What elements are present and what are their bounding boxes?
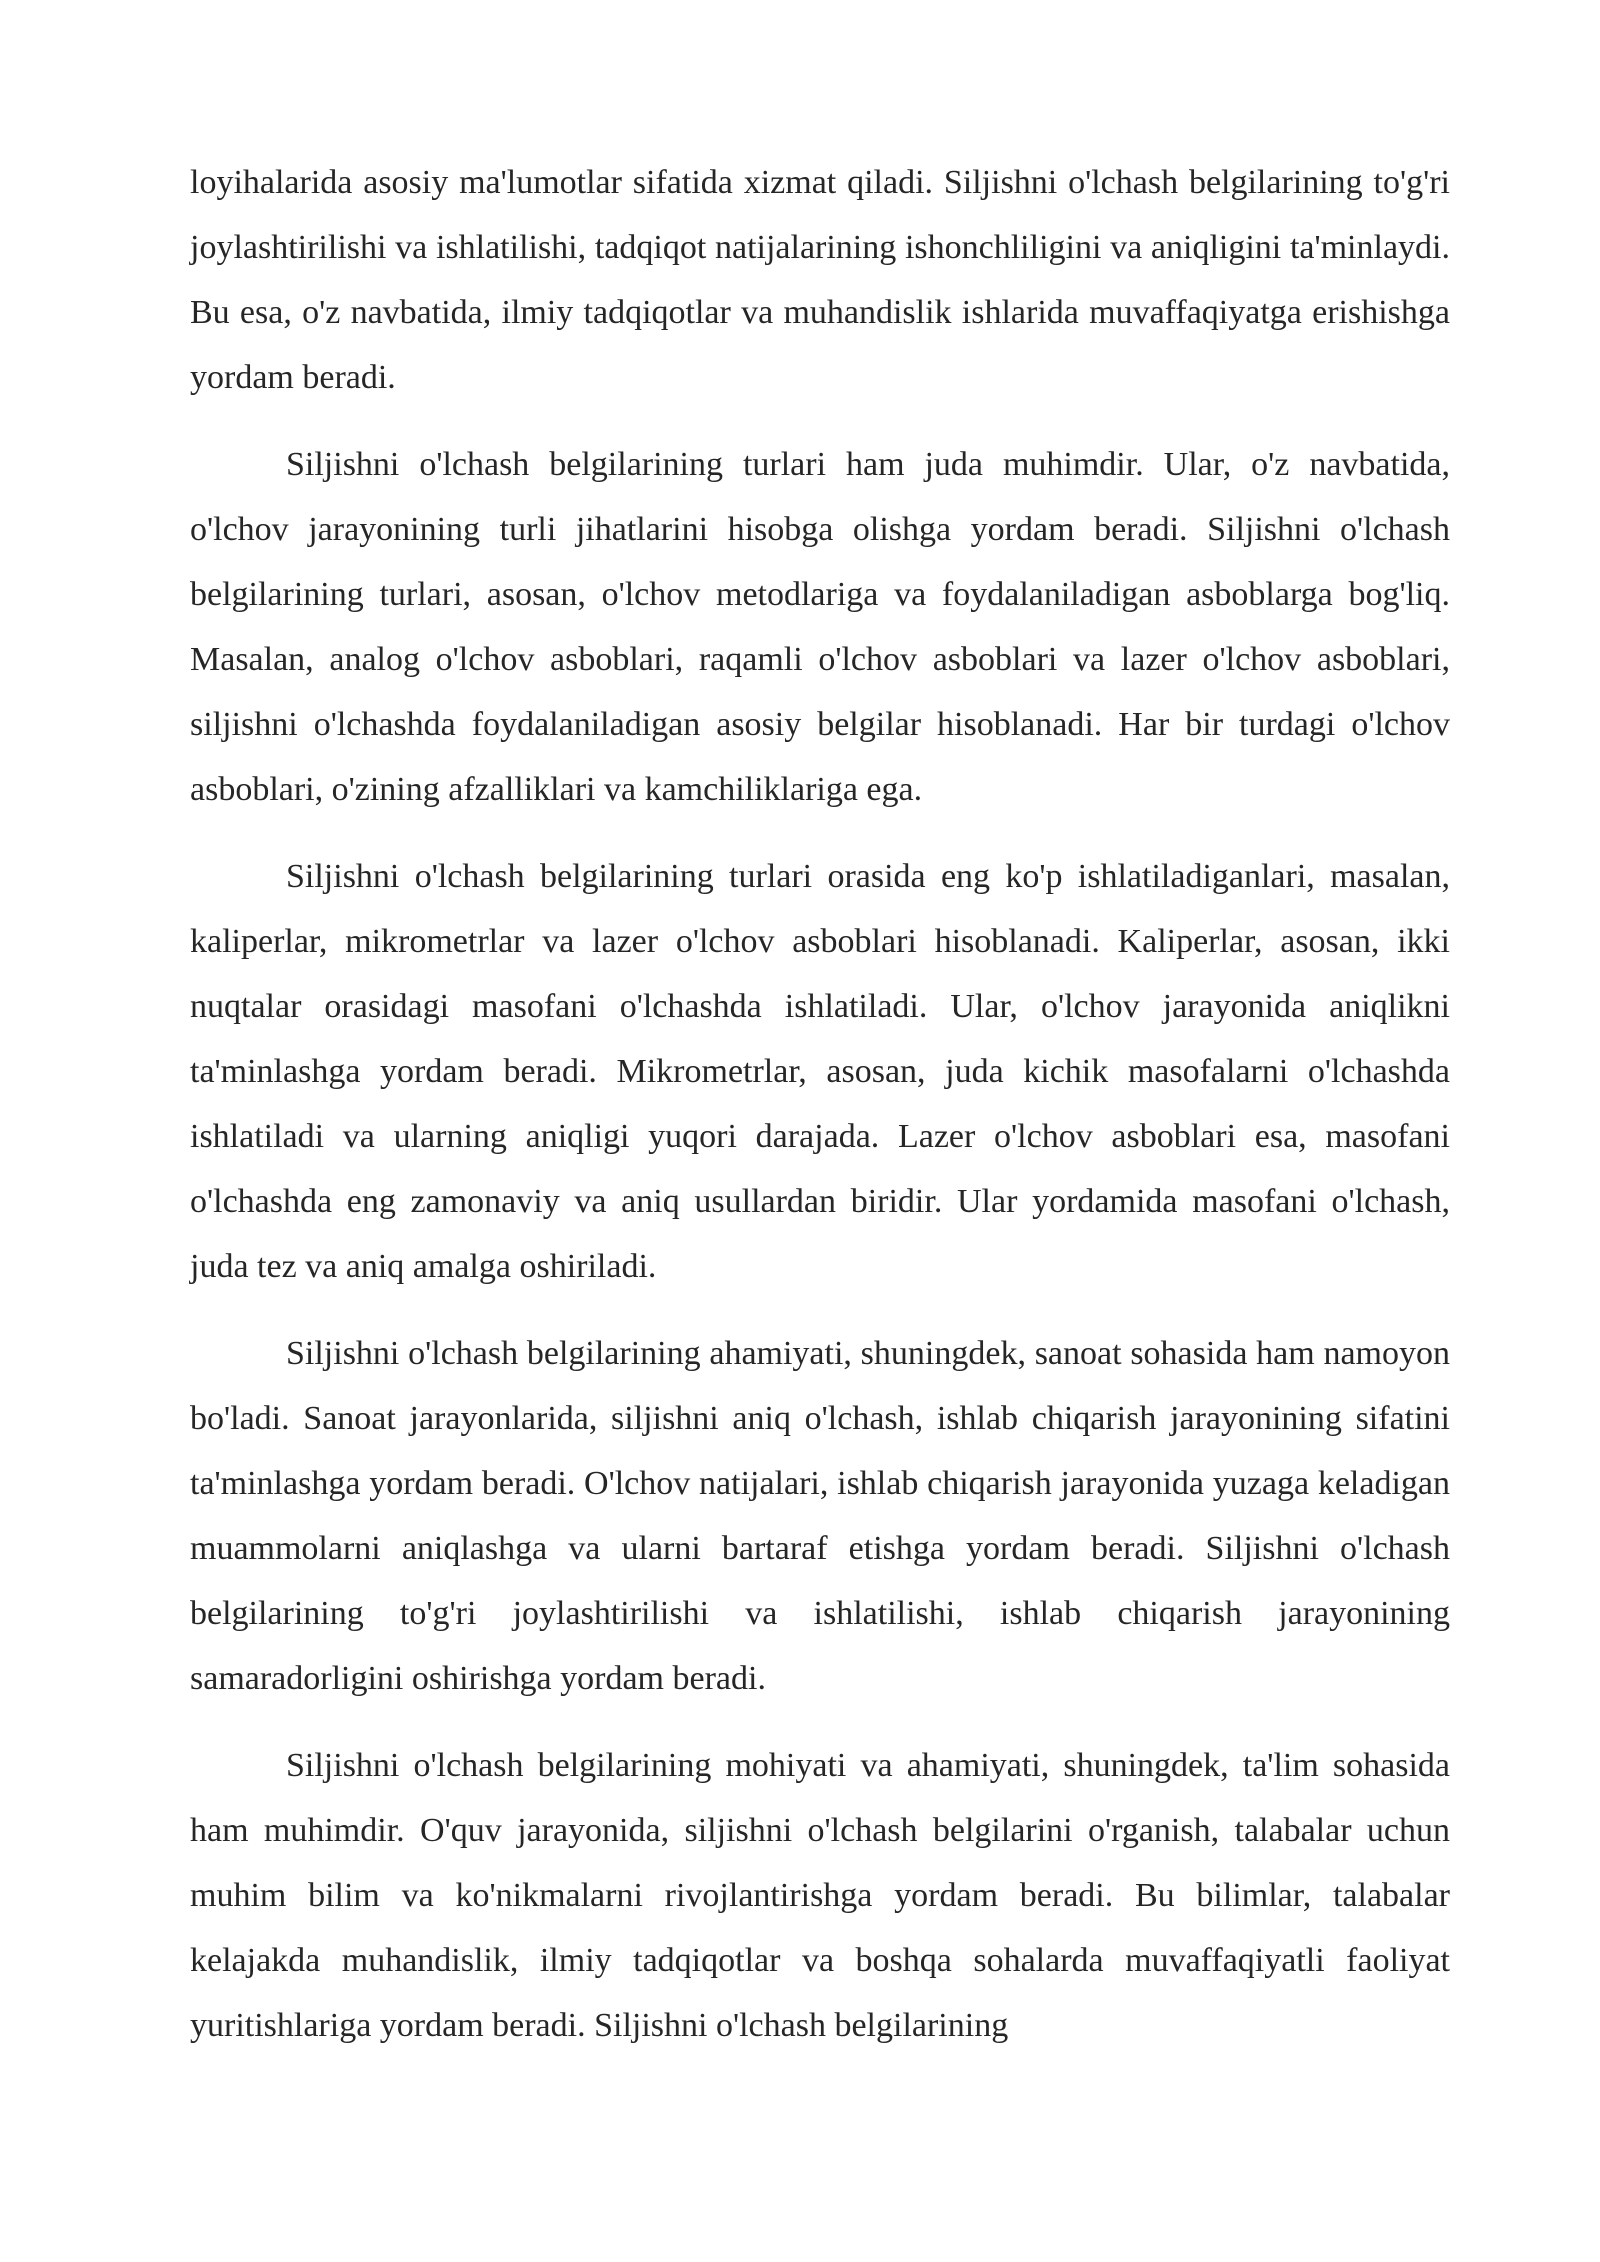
paragraph-industry-importance: Siljishni o'lchash belgilarining ahamiyati, shuningdek, sanoat sohasida ham namoyon bo'ladi. Sanoat jarayonlarida, siljishni aniq o'lchash, ishlab chiqarish jarayonining sifatini ta'minlashga yordam beradi. O'lchov natijalari, ishlab chiqarish jarayonida yuzaga keladigan muammolarni aniqlashga va ularni bartaraf etishga yordam beradi. Siljishni o'lchash belgilarining to'g'ri joylashtirilishi va ishlatilishi, ishlab chiqarish jarayonining samaradorligini oshirishga yordam beradi. xyxy=(190,1335,1450,1697)
paragraph-common-instruments: Siljishni o'lchash belgilarining turlari orasida eng ko'p ishlatiladiganlari, masalan, kaliperlar, mikrometrlar va lazer o'lchov asboblari hisoblanadi. Kaliperlar, asosan, ikki nuqtalar orasidagi masofani o'lchashda ishlatiladi. Ular, o'lchov jarayonida aniqlikni ta'minlashga yordam beradi. Mikrometrlar, asosan, juda kichik masofalarni o'lchashda ishlatiladi va ularning aniqligi yuqori darajada. Lazer o'lchov asboblari esa, masofani o'lchashda eng zamonaviy va aniq usullardan biridir. Ular yordamida masofani o'lchash, juda tez va aniq amalga oshiriladi. xyxy=(190,858,1450,1285)
paragraph-measurement-types: Siljishni o'lchash belgilarining turlari ham juda muhimdir. Ular, o'z navbatida, o'lchov jarayonining turli jihatlarini hisobga olishga yordam beradi. Siljishni o'lchash belgilarining turlari, asosan, o'lchov metodlariga va foydalaniladigan asboblarga bog'liq. Masalan, analog o'lchov asboblari, raqamli o'lchov asboblari va lazer o'lchov asboblari, siljishni o'lchashda foydalaniladigan asosiy belgilar hisoblanadi. Har bir turdagi o'lchov asboblari, o'zining afzalliklari va kamchiliklariga ega. xyxy=(190,446,1450,808)
document-page xyxy=(190,150,1450,2080)
paragraph-education-importance: Siljishni o'lchash belgilarining mohiyati va ahamiyati, shuningdek, ta'lim sohasida ham muhimdir. O'quv jarayonida, siljishni o'lchash belgilarini o'rganish, talabalar uchun muhim bilim va ko'nikmalarni rivojlantirishga yordam beradi. Bu bilimlar, talabalar kelajakda muhandislik, ilmiy tadqiqotlar va boshqa sohalarda muvaffaqiyatli faoliyat yuritishlariga yordam beradi. Siljishni o'lchash belgilarining xyxy=(190,1747,1450,2044)
paragraph-continued: loyihalarida asosiy ma'lumotlar sifatida xizmat qiladi. Siljishni o'lchash belgilarining to'g'ri joylashtirilishi va ishlatilishi, tadqiqot natijalarining ishonchliligini va aniqligini ta'minlaydi. Bu esa, o'z navbatida, ilmiy tadqiqotlar va muhandislik ishlarida muvaffaqiyatga erishishga yordam beradi. xyxy=(190,164,1450,396)
